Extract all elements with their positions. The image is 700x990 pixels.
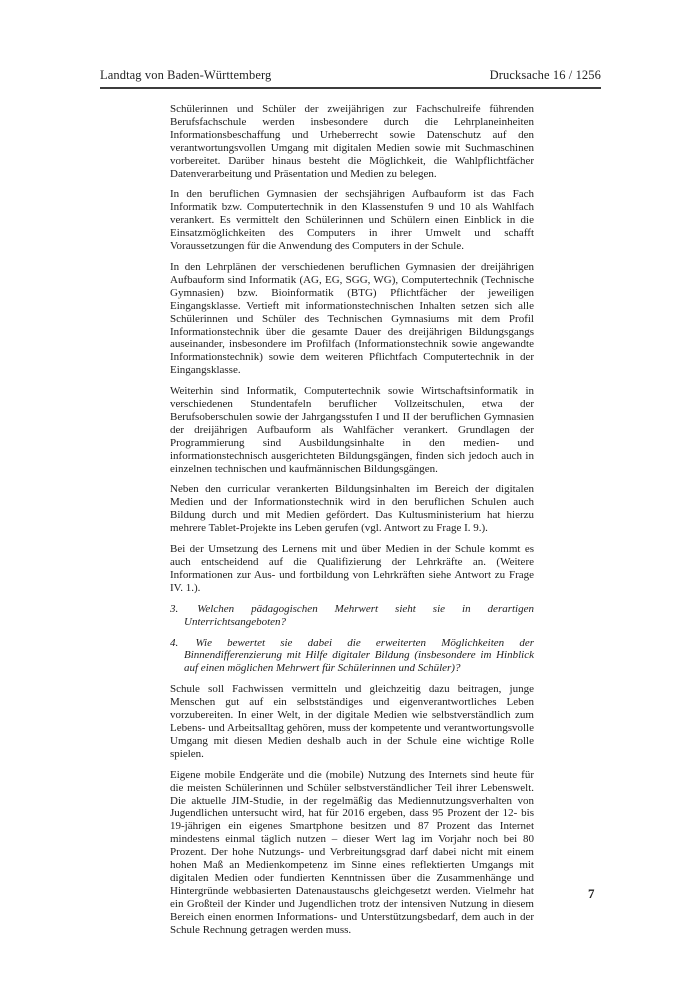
body-paragraph: Neben den curricular verankerten Bildungsinhalten im Bereich der digitalen Medien und der Informationstechnik wird in den beruflichen Schulen auch Bildung durch und mit Medien gefördert. Das Kultusministerium hat hierzu mehrere Tablet-Projekte ins Leben gerufen (vgl. Antwort zu Frage I. 9.). <box>170 483 534 535</box>
document-body <box>170 103 534 944</box>
question-text: Welchen pädagogischen Mehrwert sieht sie in derartigen Unterrichtsangeboten? <box>184 602 534 628</box>
page-header <box>100 68 601 89</box>
body-paragraph: Schülerinnen und Schüler der zweijährigen zur Fachschulreife führenden Berufsfachschule werden insbesondere durch die Lehrplaneinheiten Informationsbeschaffung und Urheberrecht sowie Datenschutz auf den verantwortungsvollen Umgang mit digitalen Medien sowie mit Suchmaschinen vorbereitet. Darüber hinaus besteht die Möglichkeit, die Wahlpflichtfächer Datenverarbeitung und Präsentation und Medien zu belegen. <box>170 103 534 180</box>
document-number: Drucksache 16 / 1256 <box>489 68 601 82</box>
body-paragraph: Bei der Umsetzung des Lernens mit und über Medien in der Schule kommt es auch entscheidend auf die Qualifizierung der Lehrkräfte an. (Weitere Informationen zur Aus- und fortbildung von Lehrkräften siehe Antwort zu Frage IV. 1.). <box>170 543 534 594</box>
body-paragraph: In den Lehrplänen der verschiedenen beruflichen Gymnasien der dreijährigen Aufbauform sind Informatik (AG, EG, SGG, WG), Computertechnik (Technische Gymnasien) bzw. Bioinformatik (BTG) Pflichtfächer der jeweiligen Eingangsklasse. Vertieft mit informationstechnischen Inhalten setzen sich alle Schülerinnen und Schüler des Technischen Gymnasiums mit dem Profil Informationstechnik über die gesamte Dauer des dreijährigen Bildungsgangs auseinander, insbesondere im Profilfach (Informationstechnik sowie angewandte Informationstechnik) sowie dem weiteren Pflichtfach Computertechnik in der Eingangsklasse. <box>170 260 534 377</box>
question-item-3 <box>170 603 534 629</box>
body-paragraph: In den beruflichen Gymnasien der sechsjährigen Aufbauform ist das Fach Informatik bzw. Computertechnik in den Klassenstufen 9 und 10 als Wahlfach verankert. Es vermittelt den Schülerinnen und Schülern einen Einblick in die Einsatzmöglichkeiten des Computers in ihrer Umwelt und schafft Voraussetzungen für die Anwendung des Computers in der Schule. <box>170 188 534 253</box>
question-number: 4. <box>170 636 179 649</box>
page-number: 7 <box>588 886 595 901</box>
question-text: Wie bewertet sie dabei die erweiterten Möglichkeiten der Binnendifferenzierung mit Hilfe digitaler Bildung (insbesondere im Hinblick auf einen möglichen Mehrwert für Schülerinnen und Schüler)? <box>184 636 534 675</box>
body-paragraph: Eigene mobile Endgeräte und die (mobile) Nutzung des Internets sind heute für die meisten Schülerinnen und Schüler selbstverständlicher Teil ihrer Lebenswelt. Die aktuelle JIM-Studie, in der regelmäßig das Mediennutzungsverhalten von Jugendlichen untersucht wird, hat für 2016 ergeben, dass 95 Prozent der 12- bis 19-jährigen ein eigenes Smartphone besitzen und 87 Prozent das Internet mindestens einmal täglich nutzen – dieser Wert lag im Vorjahr noch bei 80 Prozent. Der hohe Nutzungs- und Verbreitungsgrad darf dabei nicht mit einem hohen Maß an Medienkompetenz im Sinne eines reflektierten Umgangs mit digitalen Medien oder fundierten Kenntnissen über die Zusammenhänge und Hintergründe webbasierten Datenaustauschs gleichgesetzt werden. Vielmehr hat ein Großteil der Kinder und Jugendlichen trotz der intensiven Nutzung in diesem Bereich einen enormen Informations- und Unterstützungsbedarf, dem auch in der Schule Rechnung getragen werden muss. <box>170 768 534 936</box>
body-paragraph: Weiterhin sind Informatik, Computertechnik sowie Wirtschaftsinformatik in verschiedenen Stundentafeln beruflicher Vollzeitschulen, etwa der Berufsoberschulen sowie der Jahrgangsstufen I und II der beruflichen Gymnasien der dreijährigen Aufbauform als Wahlfächer verankert. Grundlagen der Programmierung sind Ausbildungsinhalte in den medien- und informationstechnisch ausgerichteten Bildungsgängen, finden sich jedoch auch in einzelnen technischen und kaufmännischen Bildungsgängen. <box>170 385 534 475</box>
question-item-4 <box>170 637 534 676</box>
question-number: 3. <box>170 602 179 615</box>
document-source-title: Landtag von Baden-Württemberg <box>100 68 272 82</box>
body-paragraph: Schule soll Fachwissen vermitteln und gleichzeitig dazu beitragen, junge Menschen gut auf ein selbstständiges und eigenverantwortliches Leben vorzubereiten. In einer Welt, in der digitale Medien wie selbstverständlich zum Lebens- und Arbeitsalltag gehören, muss der kompetente und verantwortungsvolle Umgang mit diesen Medien deshalb auch in der Schule eine wichtige Rolle spielen. <box>170 683 534 760</box>
